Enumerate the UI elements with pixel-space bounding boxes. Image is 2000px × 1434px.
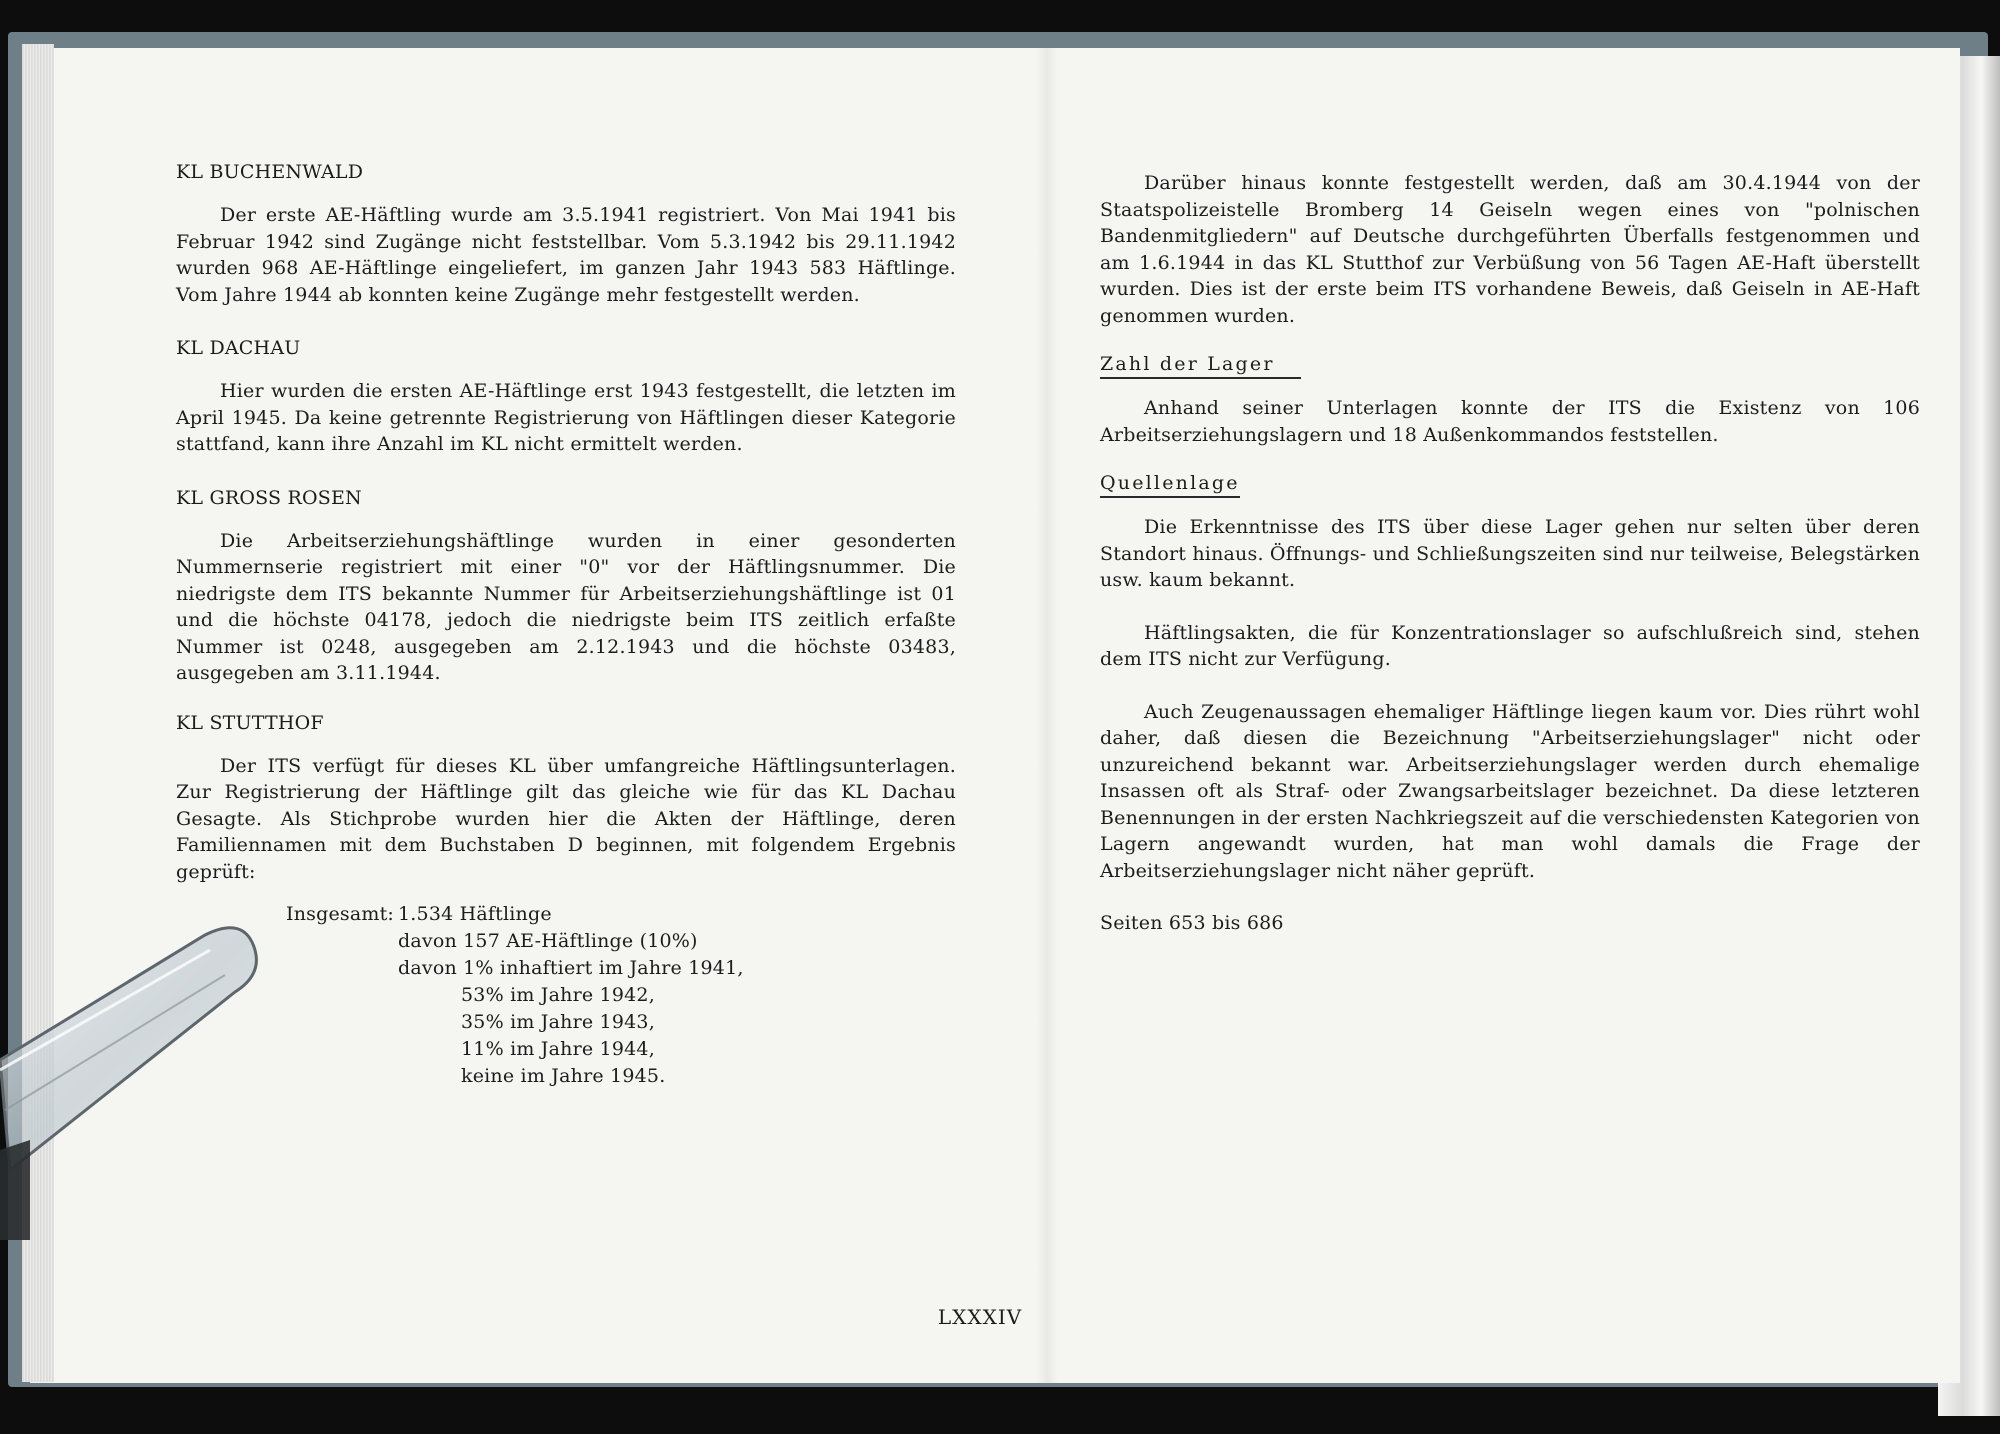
heading-dachau: KL DACHAU xyxy=(176,337,301,359)
right-column xyxy=(1100,170,1920,936)
stats-line: 35% im Jahre 1943, xyxy=(461,1011,655,1033)
book-gutter xyxy=(1036,48,1058,1383)
paragraph-geiseln: Darüber hinaus konnte festgestellt werden, daß am 30.4.1944 von der Staatspolizeistelle Bromberg 14 Geiseln wegen eines von "polnischen Bandenmitgliedern" auf Deutsche durchgeführten Überfalls festgenommen und am 1.6.1944 in das KL Stutthof zur Verbüßung von 56 Tagen AE-Haft überstellt wurden. Dies ist der erste beim ITS vorhandene Beweis, daß Geiseln in AE-Haft genommen wurden. xyxy=(1100,172,1920,327)
paragraph-zahl-der-lager: Anhand seiner Unterlagen konnte der ITS die Existenz von 106 Arbeitserziehungslagern und 18 Außenkommandos feststellen. xyxy=(1100,397,1920,446)
stats-line: davon 157 AE-Häftlinge (10%) xyxy=(398,930,698,952)
stats-line: 1.534 Häftlinge xyxy=(398,903,552,925)
paragraph-quellenlage-1: Die Erkenntnisse des ITS über diese Lager gehen nur selten über deren Standort hinaus. Öffnungs- und Schließungszeiten sind nur teilweise, Belegstärken usw. kaum bekannt. xyxy=(1100,516,1921,591)
paragraph-dachau: Hier wurden die ersten AE-Häftlinge erst 1943 festgestellt, die letzten im April 1945. Da keine getrennte Registrierung von Häftlingen dieser Kategorie stattfand, kann ihre Anzahl im KL nicht ermittelt werden. xyxy=(176,380,956,455)
paragraph-gross-rosen: Die Arbeitserziehungshäftlinge wurden in einer gesonderten Nummernserie registriert mit einer "0" vor der Häftlingsnummer. Die niedrigste dem ITS bekannte Nummer für Arbeitserziehungshäftlinge ist 01 und die höchste 04178, jedoch die niedrigste beim ITS zeitlich erfaßte Nummer ist 0248, ausgegeben am 2.12.1943 und die höchste 03483, ausgegeben am 3.11.1944. xyxy=(176,529,956,684)
page-number: LXXXIV xyxy=(937,1305,1023,1329)
paragraph-stutthof: Der ITS verfügt für dieses KL über umfangreiche Häftlingsunterlagen. Zur Registrierung der Häftlinge gilt das gleiche wie für das KL Dachau Gesagte. Als Stichprobe wurden hier die Akten der Häftlinge, deren Familiennamen mit dem Buchstaben D beginnen, mit folgendem Ergebnis geprüft: xyxy=(176,754,956,883)
page-reference: Seiten 653 bis 686 xyxy=(1100,912,1284,934)
stats-line: davon 1% inhaftiert im Jahre 1941, xyxy=(398,957,744,979)
heading-gross-rosen: KL GROSS ROSEN xyxy=(176,486,362,509)
plastic-pointer-icon xyxy=(0,880,300,1240)
paragraph-quellenlage-2: Häftlingsakten, die für Konzentrationslager so aufschlußreich sind, stehen dem ITS nicht zur Verfügung. xyxy=(1100,621,1920,670)
paragraph-buchenwald: Der erste AE-Häftling wurde am 3.5.1941 registriert. Von Mai 1941 bis Februar 1942 sind Zugänge nicht feststellbar. Vom 5.3.1942 bis 29.11.1942 wurden 968 AE-Häftlinge eingeliefert, im ganzen Jahr 1943 583 Häftlinge. Vom Jahre 1944 ab konnten keine Zugänge mehr festgestellt werden. xyxy=(176,204,956,306)
stats-line: 53% im Jahre 1942, xyxy=(461,984,655,1006)
stats-line: 11% im Jahre 1944, xyxy=(461,1038,655,1060)
heading-stutthof: KL STUTTHOF xyxy=(176,711,324,734)
paragraph-quellenlage-3: Auch Zeugenaussagen ehemaliger Häftlinge liegen kaum vor. Dies rührt wohl daher, daß diesen die Bezeichnung "Arbeitserziehungslager" nicht oder unzureichend bekannt war. Arbeitserziehungslager werden durch ehemalige Insassen oft als Straf- oder Zwangsarbeitslager bezeichnet. Da diese letzteren Benennungen in der ersten Nachkriegszeit auf die verschiedensten Kategorien von Lagern angewandt wurden, hat man wohl damals die Frage der Arbeitserziehungslager nicht näher geprüft. xyxy=(1100,700,1920,882)
heading-zahl-der-lager: Zahl der Lager xyxy=(1100,351,1301,379)
heading-buchenwald: KL BUCHENWALD xyxy=(176,161,364,183)
heading-quellenlage: Quellenlage xyxy=(1100,470,1240,498)
stats-label: Insgesamt: xyxy=(286,903,395,925)
stats-line: keine im Jahre 1945. xyxy=(461,1065,666,1087)
